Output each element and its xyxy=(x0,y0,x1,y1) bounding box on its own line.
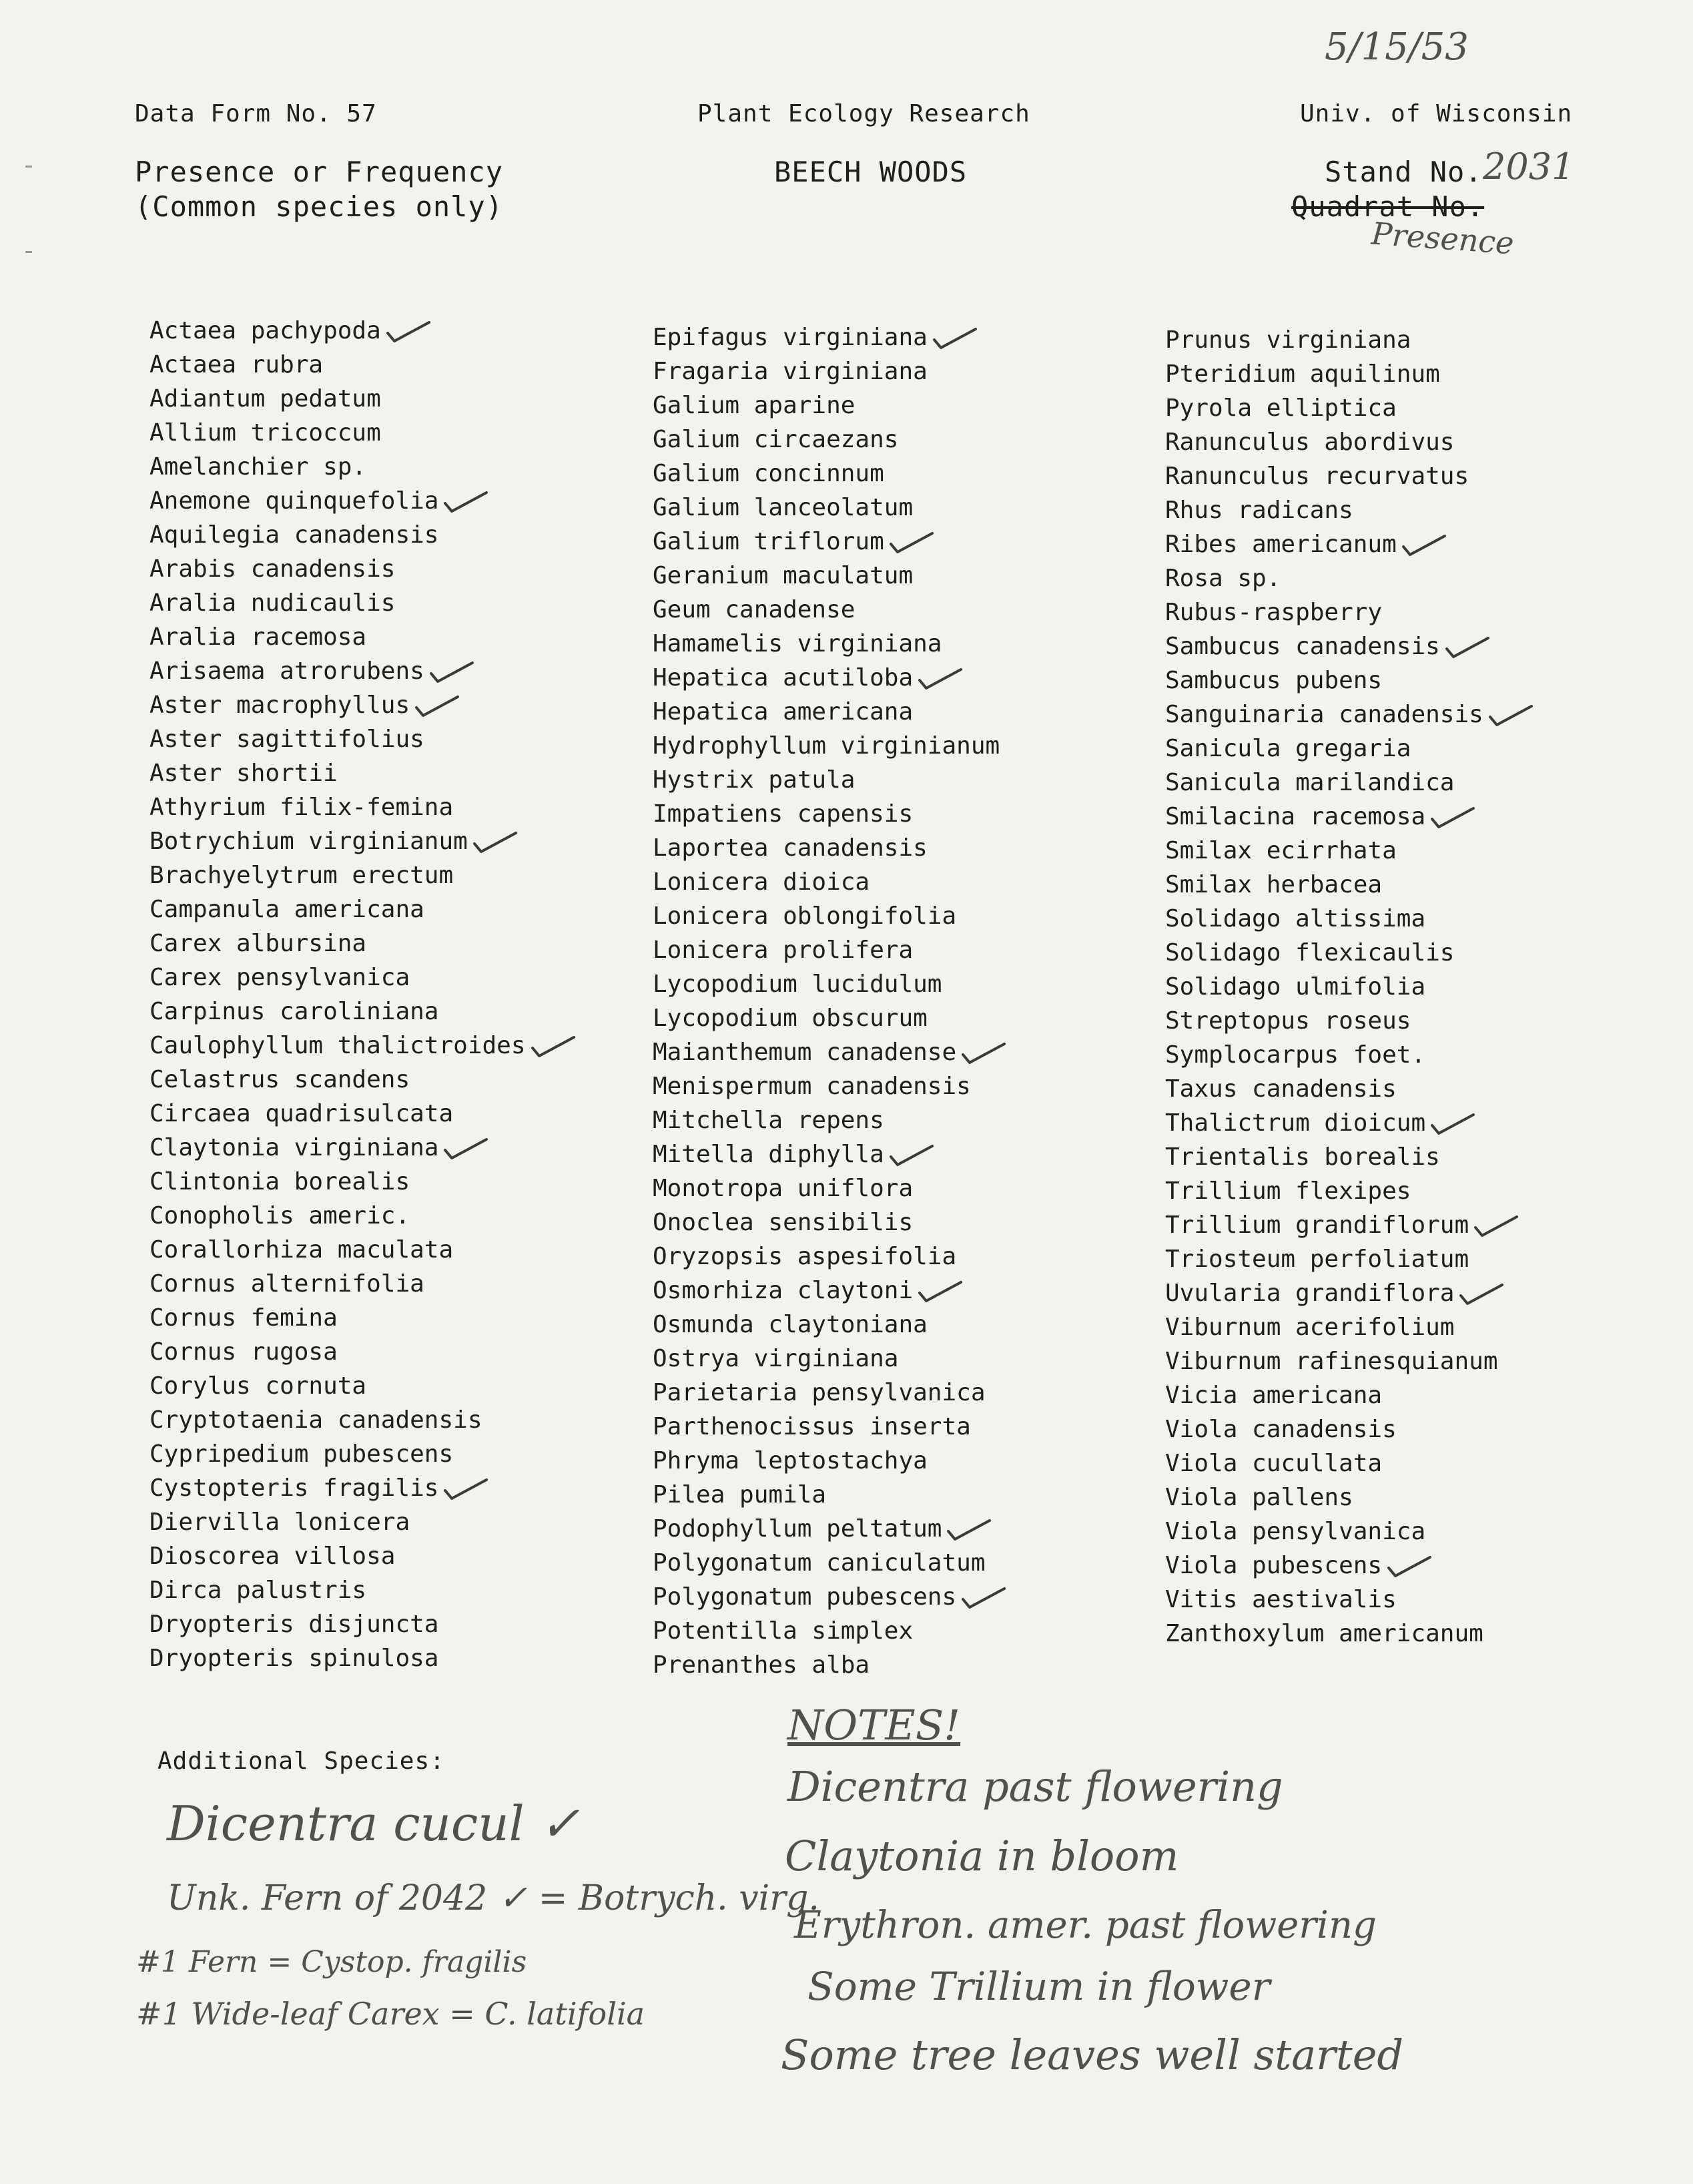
species-row xyxy=(653,933,1160,967)
species-row xyxy=(653,1342,1160,1376)
species-row xyxy=(149,961,657,995)
species-row xyxy=(149,688,657,722)
species-name: Menispermum canadensis xyxy=(653,1073,971,1100)
species-name: Ranunculus abordivus xyxy=(1165,429,1455,456)
species-row xyxy=(1165,1515,1672,1549)
species-row xyxy=(1165,1242,1672,1276)
species-row xyxy=(653,1035,1160,1069)
species-name: Vicia americana xyxy=(1165,1382,1383,1409)
species-row xyxy=(1165,1208,1672,1242)
species-row xyxy=(653,1001,1160,1035)
note-line-1: Dicentra past flowering xyxy=(787,1762,1283,1811)
species-name: Lycopodium obscurum xyxy=(653,1005,928,1032)
species-name: Aralia nudicaulis xyxy=(149,589,396,617)
species-row xyxy=(653,1308,1160,1342)
species-row xyxy=(1165,1140,1672,1174)
species-column-3 xyxy=(1165,323,1672,1651)
check-mark-icon xyxy=(1429,1111,1476,1137)
species-row xyxy=(1165,1038,1672,1072)
species-name: Vitis aestivalis xyxy=(1165,1586,1397,1613)
species-name: Carpinus caroliniana xyxy=(149,998,439,1025)
species-name: Amelanchier sp. xyxy=(149,453,367,481)
species-row xyxy=(149,552,657,586)
species-name: Galium triflorum xyxy=(653,528,884,555)
species-name: Athyrium filix-femina xyxy=(149,794,454,821)
species-row xyxy=(653,627,1160,661)
handwritten-date: 5/15/53 xyxy=(1325,25,1469,69)
species-row xyxy=(653,354,1160,388)
species-row xyxy=(653,1546,1160,1580)
species-row xyxy=(1165,561,1672,595)
species-name: Sanicula gregaria xyxy=(1165,735,1411,762)
check-mark-icon xyxy=(414,693,460,720)
university: Univ. of Wisconsin xyxy=(1300,100,1573,127)
check-mark-icon xyxy=(1386,1553,1433,1580)
species-name: Viola canadensis xyxy=(1165,1416,1397,1443)
species-row xyxy=(653,1069,1160,1103)
species-row xyxy=(653,1580,1160,1614)
species-row xyxy=(653,1103,1160,1137)
species-name: Hepatica americana xyxy=(653,698,914,726)
form-subtitle-2: (Common species only) xyxy=(135,190,504,223)
species-name: Corallorhiza maculata xyxy=(149,1236,454,1264)
species-name: Ranunculus recurvatus xyxy=(1165,463,1469,490)
species-name: Aster sagittifolius xyxy=(149,726,424,753)
species-name: Epifagus virginiana xyxy=(653,324,928,351)
species-row xyxy=(149,1437,657,1471)
species-name: Conopholis americ. xyxy=(149,1202,410,1230)
species-name: Prunus virginiana xyxy=(1165,326,1411,354)
species-name: Solidago altissima xyxy=(1165,905,1426,932)
species-name: Actaea pachypoda xyxy=(149,317,381,344)
species-name: Aster shortii xyxy=(149,760,338,787)
check-mark-icon xyxy=(917,1278,964,1305)
species-name: Solidago flexicaulis xyxy=(1165,939,1455,967)
species-name: Osmorhiza claytoni xyxy=(653,1277,914,1304)
species-row xyxy=(653,1444,1160,1478)
check-mark-icon xyxy=(960,1040,1007,1067)
species-row xyxy=(653,1274,1160,1308)
species-row xyxy=(1165,663,1672,698)
species-name: Galium aparine xyxy=(653,392,856,419)
species-row xyxy=(149,1233,657,1267)
check-mark-icon xyxy=(385,318,432,345)
species-row xyxy=(149,892,657,926)
species-row xyxy=(1165,527,1672,561)
check-mark-icon xyxy=(442,1476,489,1503)
species-row xyxy=(653,899,1160,933)
species-row xyxy=(149,1199,657,1233)
species-row xyxy=(1165,357,1672,391)
species-name: Potentilla simplex xyxy=(653,1617,914,1645)
species-row xyxy=(653,320,1160,354)
species-row xyxy=(1165,1583,1672,1617)
species-name: Hystrix patula xyxy=(653,766,856,794)
species-row xyxy=(149,1369,657,1403)
additional-species-2: Unk. Fern of 2042 ✓ = Botrych. virg. xyxy=(167,1878,819,1918)
species-row xyxy=(149,1505,657,1539)
species-name: Lonicera dioica xyxy=(653,868,870,896)
species-row xyxy=(1165,868,1672,902)
species-row xyxy=(149,654,657,688)
species-name: Corylus cornuta xyxy=(149,1372,367,1400)
species-name: Viola cucullata xyxy=(1165,1450,1383,1477)
species-name: Onoclea sensibilis xyxy=(653,1209,914,1236)
species-row xyxy=(149,484,657,518)
form-subtitle-1: Presence or Frequency xyxy=(135,156,504,188)
species-row xyxy=(1165,425,1672,459)
form-number: Data Form No. 57 xyxy=(135,100,377,127)
species-row xyxy=(1165,1072,1672,1106)
species-name: Actaea rubra xyxy=(149,351,324,378)
check-mark-icon xyxy=(472,829,519,856)
species-name: Mitchella repens xyxy=(653,1107,884,1134)
species-name: Smilax herbacea xyxy=(1165,871,1383,898)
species-row xyxy=(653,1171,1160,1205)
species-row xyxy=(149,450,657,484)
species-name: Arisaema atrorubens xyxy=(149,657,424,685)
species-name: Ostrya virginiana xyxy=(653,1345,899,1372)
species-row xyxy=(653,661,1160,695)
margin-mark xyxy=(25,166,32,168)
species-name: Carex pensylvanica xyxy=(149,964,410,991)
species-name: Hydrophyllum virginianum xyxy=(653,732,1000,760)
species-name: Botrychium virginianum xyxy=(149,828,468,855)
species-name: Oryzopsis aspesifolia xyxy=(653,1243,957,1270)
species-name: Aquilegia canadensis xyxy=(149,521,439,549)
species-name: Cornus alternifolia xyxy=(149,1270,424,1298)
species-row xyxy=(1165,766,1672,800)
quadrat-label: Quadrat No. xyxy=(1291,190,1485,223)
species-row xyxy=(653,457,1160,491)
species-row xyxy=(1165,698,1672,732)
species-name: Cornus femina xyxy=(149,1304,338,1332)
species-name: Adiantum pedatum xyxy=(149,385,381,413)
check-mark-icon xyxy=(888,1142,935,1169)
check-mark-icon xyxy=(1444,634,1491,661)
species-row xyxy=(149,1267,657,1301)
species-name: Cryptotaenia canadensis xyxy=(149,1406,482,1434)
presence-note: Presence xyxy=(1370,215,1515,262)
species-row xyxy=(653,1137,1160,1171)
species-name: Carex albursina xyxy=(149,930,367,957)
species-name: Caulophyllum thalictroides xyxy=(149,1032,526,1059)
check-mark-icon xyxy=(946,1517,992,1543)
species-name: Viola pensylvanica xyxy=(1165,1518,1426,1545)
species-row xyxy=(653,1376,1160,1410)
species-row xyxy=(1165,1310,1672,1344)
species-name: Taxus canadensis xyxy=(1165,1075,1397,1103)
species-name: Prenanthes alba xyxy=(653,1651,870,1679)
page-title: BEECH WOODS xyxy=(774,156,968,188)
species-row xyxy=(149,1471,657,1505)
species-row xyxy=(653,491,1160,525)
species-name: Cystopteris fragilis xyxy=(149,1474,439,1502)
additional-species-label: Additional Species: xyxy=(157,1747,445,1775)
species-name: Mitella diphylla xyxy=(653,1141,884,1168)
species-row xyxy=(149,1301,657,1335)
species-name: Dryopteris spinulosa xyxy=(149,1645,439,1672)
species-row xyxy=(653,388,1160,423)
species-name: Dryopteris disjuncta xyxy=(149,1611,439,1638)
species-name: Polygonatum pubescens xyxy=(653,1583,957,1611)
species-row xyxy=(653,865,1160,899)
margin-mark xyxy=(25,251,32,253)
species-name: Osmunda claytoniana xyxy=(653,1311,928,1338)
species-name: Pyrola elliptica xyxy=(1165,394,1397,422)
species-name: Zanthoxylum americanum xyxy=(1165,1620,1483,1647)
species-name: Clintonia borealis xyxy=(149,1168,410,1195)
species-row xyxy=(1165,1446,1672,1480)
species-name: Sanicula marilandica xyxy=(1165,769,1455,796)
species-row xyxy=(1165,1549,1672,1583)
species-row xyxy=(149,1097,657,1131)
species-name: Viburnum rafinesquianum xyxy=(1165,1348,1498,1375)
species-name: Ribes americanum xyxy=(1165,531,1397,558)
note-line-3: Erythron. amer. past flowering xyxy=(794,1904,1377,1947)
species-row xyxy=(149,1335,657,1369)
species-row xyxy=(149,518,657,552)
species-row xyxy=(653,1205,1160,1240)
species-name: Lonicera oblongifolia xyxy=(653,902,957,930)
species-row xyxy=(1165,732,1672,766)
species-row xyxy=(149,1063,657,1097)
species-row xyxy=(653,1614,1160,1648)
species-name: Campanula americana xyxy=(149,896,424,923)
species-name: Galium lanceolatum xyxy=(653,494,914,521)
species-name: Trillium grandiflorum xyxy=(1165,1211,1469,1239)
species-name: Sambucus canadensis xyxy=(1165,633,1440,660)
species-row xyxy=(1165,1617,1672,1651)
species-name: Aster macrophyllus xyxy=(149,692,410,719)
species-row xyxy=(653,729,1160,763)
species-row xyxy=(1165,1412,1672,1446)
species-name: Geum canadense xyxy=(653,596,856,623)
species-name: Circaea quadrisulcata xyxy=(149,1100,454,1127)
species-row xyxy=(1165,1004,1672,1038)
species-row xyxy=(1165,459,1672,493)
species-column-1 xyxy=(149,314,657,1675)
additional-species-3: #1 Fern = Cystop. fragilis xyxy=(136,1945,527,1979)
species-name: Celastrus scandens xyxy=(149,1066,410,1093)
species-row xyxy=(149,1641,657,1675)
species-row xyxy=(1165,1480,1672,1515)
organization: Plant Ecology Research xyxy=(697,100,1030,127)
species-name: Aralia racemosa xyxy=(149,623,367,651)
species-name: Parietaria pensylvanica xyxy=(653,1379,986,1406)
species-name: Arabis canadensis xyxy=(149,555,396,583)
species-row xyxy=(1165,800,1672,834)
species-row xyxy=(653,695,1160,729)
species-name: Uvularia grandiflora xyxy=(1165,1280,1455,1307)
species-row xyxy=(653,593,1160,627)
check-mark-icon xyxy=(530,1033,577,1060)
check-mark-icon xyxy=(1401,532,1447,559)
species-row xyxy=(1165,834,1672,868)
check-mark-icon xyxy=(888,529,935,556)
check-mark-icon xyxy=(917,665,964,692)
check-mark-icon xyxy=(1473,1213,1519,1240)
species-name: Laportea canadensis xyxy=(653,834,928,862)
species-name: Rubus-raspberry xyxy=(1165,599,1383,626)
species-name: Anemone quinquefolia xyxy=(149,487,439,515)
species-row xyxy=(149,314,657,348)
species-row xyxy=(653,423,1160,457)
species-name: Parthenocissus inserta xyxy=(653,1413,971,1440)
species-name: Maianthemum canadense xyxy=(653,1039,957,1066)
species-row xyxy=(149,416,657,450)
species-name: Triosteum perfoliatum xyxy=(1165,1246,1469,1273)
species-name: Geranium maculatum xyxy=(653,562,914,589)
species-name: Sanguinaria canadensis xyxy=(1165,701,1483,728)
species-row xyxy=(653,1240,1160,1274)
species-row xyxy=(149,722,657,756)
check-mark-icon xyxy=(1429,804,1476,831)
note-line-2: Claytonia in bloom xyxy=(785,1832,1179,1880)
species-name: Cypripedium pubescens xyxy=(149,1440,454,1468)
species-row xyxy=(1165,1344,1672,1378)
species-name: Viola pubescens xyxy=(1165,1552,1383,1579)
species-row xyxy=(1165,970,1672,1004)
species-name: Monotropa uniflora xyxy=(653,1175,914,1202)
species-name: Streptopus roseus xyxy=(1165,1007,1411,1035)
species-name: Pteridium aquilinum xyxy=(1165,360,1440,388)
notes-heading: NOTES! xyxy=(787,1701,961,1749)
check-mark-icon xyxy=(442,1135,489,1162)
species-row xyxy=(149,348,657,382)
species-name: Smilacina racemosa xyxy=(1165,803,1426,830)
check-mark-icon xyxy=(960,1585,1007,1611)
note-line-4: Some Trillium in flower xyxy=(807,1964,1271,2009)
species-row xyxy=(653,797,1160,831)
species-row xyxy=(1165,1378,1672,1412)
species-name: Viburnum acerifolium xyxy=(1165,1314,1455,1341)
species-row xyxy=(1165,595,1672,629)
species-row xyxy=(149,1029,657,1063)
species-name: Pilea pumila xyxy=(653,1481,827,1509)
species-row xyxy=(149,1539,657,1573)
species-row xyxy=(149,858,657,892)
check-mark-icon xyxy=(428,659,475,686)
species-row xyxy=(1165,629,1672,663)
species-row xyxy=(149,790,657,824)
species-row xyxy=(1165,1106,1672,1140)
species-name: Trientalis borealis xyxy=(1165,1143,1440,1171)
check-mark-icon xyxy=(932,325,978,352)
species-name: Galium circaezans xyxy=(653,426,899,453)
species-name: Polygonatum caniculatum xyxy=(653,1549,986,1577)
species-name: Fragaria virginiana xyxy=(653,358,928,385)
species-row xyxy=(149,1573,657,1607)
species-row xyxy=(653,1410,1160,1444)
species-name: Rhus radicans xyxy=(1165,497,1353,524)
species-row xyxy=(1165,1276,1672,1310)
note-line-5: Some tree leaves well started xyxy=(781,2030,1404,2079)
species-name: Sambucus pubens xyxy=(1165,667,1383,694)
species-row xyxy=(653,763,1160,797)
species-name: Podophyllum peltatum xyxy=(653,1515,942,1543)
species-name: Hamamelis virginiana xyxy=(653,630,942,657)
species-name: Smilax ecirrhata xyxy=(1165,837,1397,864)
species-name: Viola pallens xyxy=(1165,1484,1353,1511)
species-row xyxy=(1165,493,1672,527)
species-row xyxy=(149,620,657,654)
species-name: Phryma leptostachya xyxy=(653,1447,928,1474)
species-row xyxy=(149,382,657,416)
species-row xyxy=(1165,902,1672,936)
species-row xyxy=(149,1131,657,1165)
species-row xyxy=(149,1403,657,1437)
species-name: Thalictrum dioicum xyxy=(1165,1109,1426,1137)
species-row xyxy=(149,1165,657,1199)
species-row xyxy=(149,995,657,1029)
species-name: Dirca palustris xyxy=(149,1577,367,1604)
species-row xyxy=(149,756,657,790)
species-name: Cornus rugosa xyxy=(149,1338,338,1366)
species-name: Impatiens capensis xyxy=(653,800,914,828)
species-name: Allium tricoccum xyxy=(149,419,381,447)
species-row xyxy=(653,525,1160,559)
species-column-2 xyxy=(653,320,1160,1682)
species-row xyxy=(653,1648,1160,1682)
check-mark-icon xyxy=(442,489,489,515)
species-row xyxy=(149,926,657,961)
species-name: Rosa sp. xyxy=(1165,565,1281,592)
species-row xyxy=(653,559,1160,593)
species-name: Claytonia virginiana xyxy=(149,1134,439,1161)
species-name: Solidago ulmifolia xyxy=(1165,973,1426,1001)
species-row xyxy=(653,831,1160,865)
species-row xyxy=(1165,323,1672,357)
species-row xyxy=(149,1607,657,1641)
species-row xyxy=(149,824,657,858)
additional-species-4: #1 Wide-leaf Carex = C. latifolia xyxy=(136,1996,645,2032)
check-mark-icon xyxy=(1458,1281,1505,1308)
species-row xyxy=(1165,936,1672,970)
species-name: Lycopodium lucidulum xyxy=(653,971,942,998)
species-row xyxy=(653,967,1160,1001)
species-name: Dioscorea villosa xyxy=(149,1543,396,1570)
species-name: Lonicera prolifera xyxy=(653,936,914,964)
species-name: Diervilla lonicera xyxy=(149,1509,410,1536)
stand-label: Stand No. xyxy=(1325,156,1483,188)
species-name: Hepatica acutiloba xyxy=(653,664,914,692)
species-row xyxy=(653,1478,1160,1512)
species-row xyxy=(1165,391,1672,425)
species-row xyxy=(653,1512,1160,1546)
species-name: Trillium flexipes xyxy=(1165,1177,1411,1205)
species-row xyxy=(1165,1174,1672,1208)
species-name: Symplocarpus foet. xyxy=(1165,1041,1426,1069)
additional-species-1: Dicentra cucul ✓ xyxy=(167,1796,580,1852)
species-row xyxy=(149,586,657,620)
check-mark-icon xyxy=(1487,702,1534,729)
species-name: Galium concinnum xyxy=(653,460,884,487)
species-name: Brachyelytrum erectum xyxy=(149,862,454,889)
stand-value: 2031 xyxy=(1483,146,1575,188)
